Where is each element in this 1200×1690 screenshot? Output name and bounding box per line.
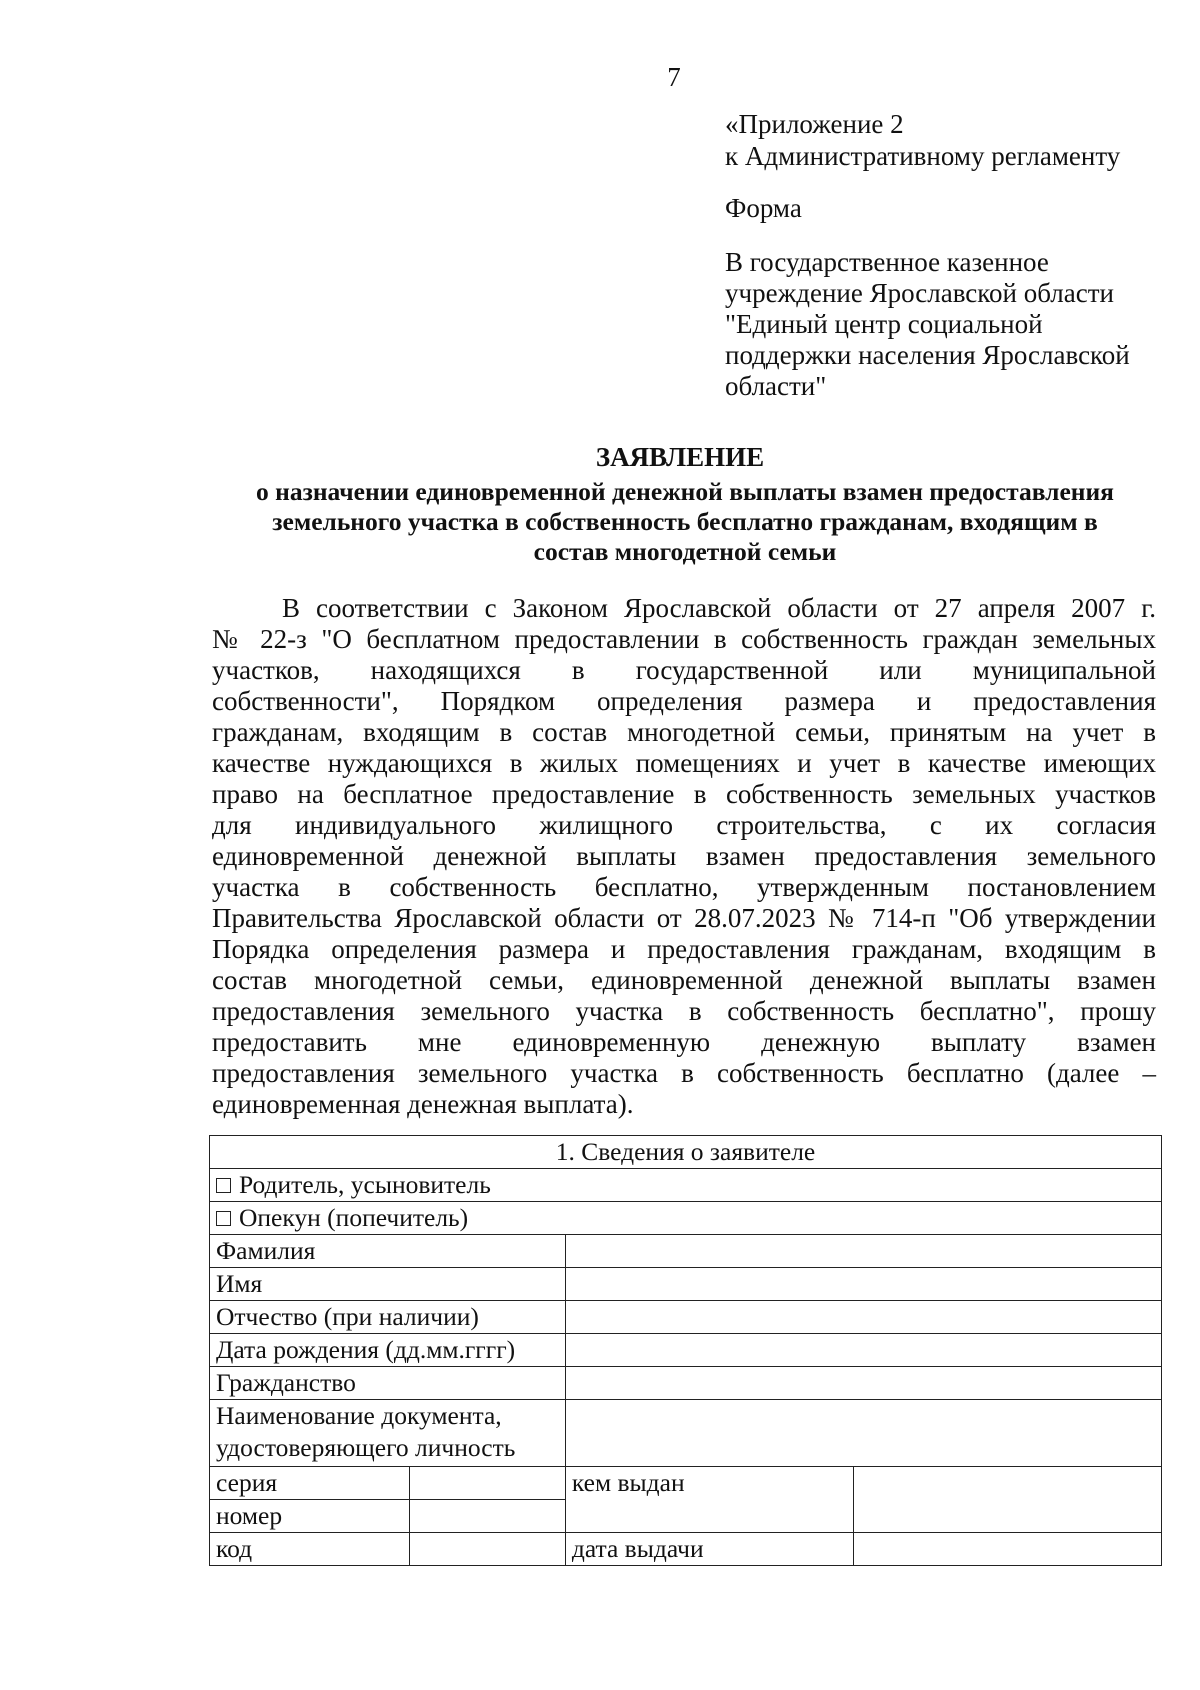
body-line: № 22-з "О бесплатном предоставлении в собственность граждан земельных [212, 624, 1156, 654]
body-line: предоставления земельного участка в собственность бесплатно (далее – [212, 1058, 1156, 1088]
attachment-line: к Административному регламенту [725, 141, 1121, 171]
id-document-field[interactable] [565, 1400, 1161, 1467]
body-paragraph [212, 593, 1156, 1120]
issued-by-label: кем выдан [565, 1467, 853, 1533]
addressee-line: "Единый центр социальной [725, 309, 1043, 339]
birth-date-field[interactable] [565, 1334, 1161, 1367]
checkbox-icon[interactable] [216, 1178, 231, 1193]
applicant-info-table [209, 1135, 1162, 1566]
id-document-label: Наименование документа, удостоверяющего личность [210, 1400, 566, 1467]
attachment-reference [725, 108, 1120, 172]
body-line: для индивидуального жилищного строительства, с их согласия [212, 810, 1156, 840]
body-line: В соответствии с Законом Ярославской области от 27 апреля 2007 г. [282, 593, 1156, 623]
table-header: 1. Сведения о заявителе [210, 1136, 1162, 1169]
body-line: качестве нуждающихся в жилых помещениях и учет в качестве имеющих [212, 748, 1156, 778]
addressee-line: области" [725, 371, 827, 401]
code-field[interactable] [409, 1533, 565, 1566]
body-line: собственности", Порядком определения размера и предоставления [212, 686, 1156, 716]
subtitle-line: о назначении единовременной денежной выплаты взамен предоставления [256, 477, 1114, 506]
body-line: Порядка определения размера и предоставления гражданам, входящим в [212, 934, 1156, 964]
body-line: единовременной денежной выплаты взамен предоставления земельного [212, 841, 1156, 871]
addressee-line: учреждение Ярославской области [725, 278, 1114, 308]
body-line: гражданам, входящим в состав многодетной семьи, принятым на учет в [212, 717, 1156, 747]
subtitle-line: земельного участка в собственность бесплатно гражданам, входящим в [272, 507, 1098, 536]
issue-date-label: дата выдачи [565, 1533, 853, 1566]
checkbox-icon[interactable] [216, 1211, 231, 1226]
citizenship-label: Гражданство [210, 1367, 566, 1400]
body-line: участков, находящихся в государственной или муниципальной [212, 655, 1156, 685]
body-line: предоставить мне единовременную денежную выплату взамен [212, 1027, 1156, 1057]
form-label: Форма [725, 193, 802, 223]
option-parent-label: Родитель, усыновитель [239, 1170, 491, 1199]
subtitle-line: состав многодетной семьи [533, 537, 837, 566]
page-number: 7 [667, 62, 681, 92]
body-line: единовременная денежная выплата). [212, 1089, 634, 1119]
patronymic-field[interactable] [565, 1301, 1161, 1334]
addressee-line: поддержки населения Ярославской [725, 340, 1130, 370]
surname-label: Фамилия [210, 1235, 566, 1268]
body-line: право на бесплатное предоставление в собственность земельных участков [212, 779, 1156, 809]
addressee-line: В государственное казенное [725, 247, 1049, 277]
birth-date-label: Дата рождения (дд.мм.гггг) [210, 1334, 566, 1367]
number-label: номер [210, 1500, 410, 1533]
name-field[interactable] [565, 1268, 1161, 1301]
surname-field[interactable] [565, 1235, 1161, 1268]
body-line: Правительства Ярославской области от 28.07.2023 № 714-п "Об утверждении [212, 903, 1156, 933]
number-field[interactable] [409, 1500, 565, 1533]
body-line: состав многодетной семьи, единовременной денежной выплаты взамен [212, 965, 1156, 995]
code-label: код [210, 1533, 410, 1566]
name-label: Имя [210, 1268, 566, 1301]
document-subtitle [210, 477, 1160, 567]
addressee-block [725, 247, 1130, 402]
option-parent-row[interactable] [210, 1169, 1162, 1202]
citizenship-field[interactable] [565, 1367, 1161, 1400]
attachment-line: «Приложение 2 [725, 109, 904, 139]
document-title: ЗАЯВЛЕНИЕ [595, 442, 765, 472]
body-line: участка в собственность бесплатно, утвержденным постановлением [212, 872, 1156, 902]
series-label: серия [210, 1467, 410, 1500]
option-guardian-row[interactable] [210, 1202, 1162, 1235]
patronymic-label: Отчество (при наличии) [210, 1301, 566, 1334]
issue-date-field[interactable] [853, 1533, 1161, 1566]
issued-by-field[interactable] [853, 1467, 1161, 1533]
body-line: предоставления земельного участка в собственность бесплатно", прошу [212, 996, 1156, 1026]
series-field[interactable] [409, 1467, 565, 1500]
option-guardian-label: Опекун (попечитель) [239, 1203, 469, 1232]
